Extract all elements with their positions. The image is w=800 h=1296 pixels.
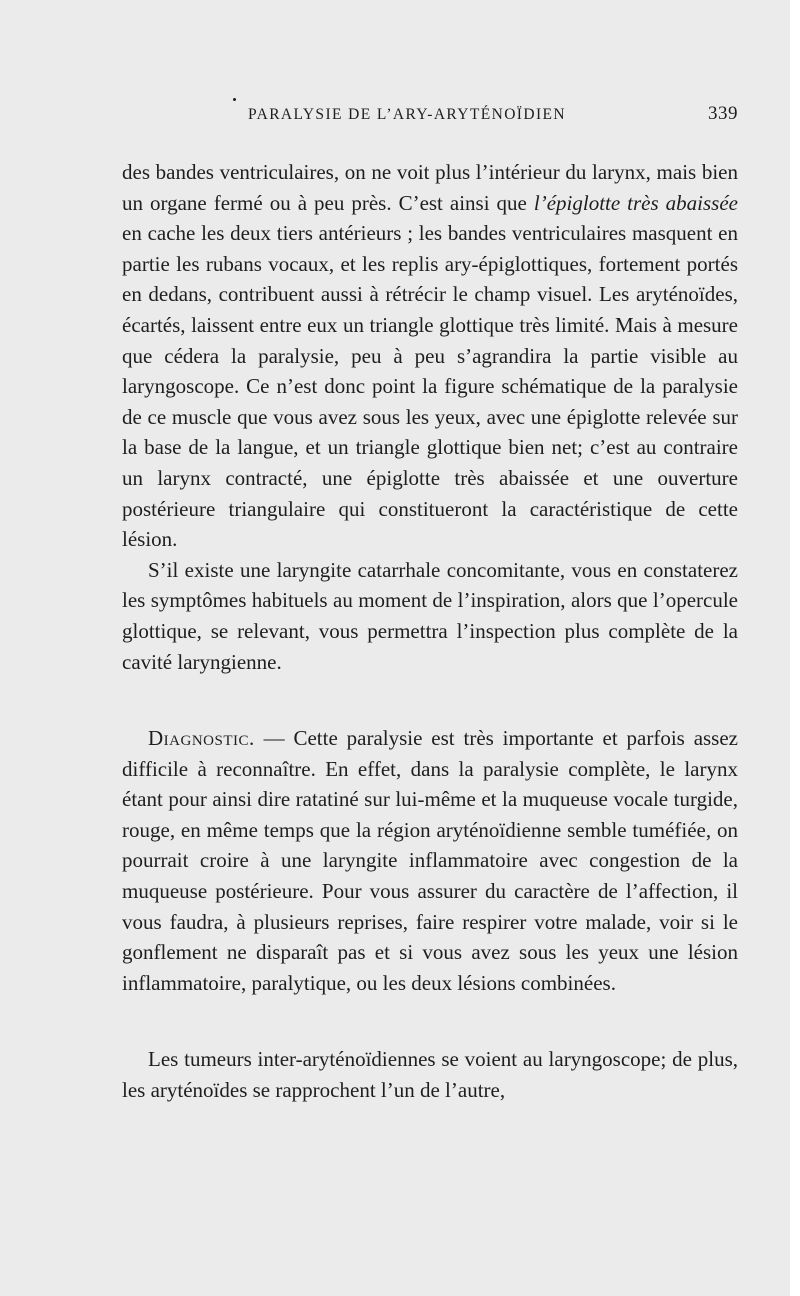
section-gap (122, 677, 738, 723)
paragraph-2: S’il existe une laryngite catarrhale concomitante, vous en constaterez les symptômes habituels au moment de l’inspiration, alors que l’opercule glottique, se relevant, vous permettra l’inspection plus complète de la cavité laryngienne. (122, 557, 738, 674)
paragraph-1-text-b: en cache les deux tiers antérieurs ; les bandes ventriculaires masquent en partie les rubans vocaux, et les replis ary-épiglottiques, fortement portés en dedans, contribuent aussi à rétrécir le champ visuel. Les aryténoïdes, écartés, laissent entre eux un triangle glottique très limité. Mais à mesure que cédera la paralysie, peu à peu s’agrandira la partie visible au laryngoscope. Ce n’est donc point la figure schématique de la paralysie de ce muscle que vous avez sous les yeux, avec une épiglotte relevée sur la base de la langue, et un triangle glottique bien net; c’est au contraire un larynx contracté, une épiglotte très abaissée et une ouverture postérieure triangulaire qui constitueront la caractéristique de cette lésion. (122, 221, 738, 552)
paragraph-diagnostic (122, 723, 738, 998)
body-text (122, 157, 738, 1106)
diagnostic-text: — Cette paralysie est très importante et parfois assez difficile à reconnaître. En effet, dans la paralysie complète, le larynx étant pour ainsi dire ratatiné sur lui-même et la muqueuse vocale turgide, rouge, en même temps que la région aryténoïdienne semble tuméfiée, on pourrait croire à une laryngite inflammatoire avec congestion de la muqueuse postérieure. Pour vous assurer du caractère de l’affection, il vous faudra, à plusieurs reprises, faire respirer votre malade, voir si le gonflement ne disparaît pas et si vous avez sous les yeux une lésion inflammatoire, paralytique, ou les deux lésions combinées. (122, 726, 738, 995)
paragraph-1-text-a: des bandes ventriculaires, on ne voit plus l’intérieur du larynx, mais bien un organe fermé ou à peu près. C’est ainsi que (122, 160, 738, 215)
paragraph-4: Les tumeurs inter-aryténoïdiennes se voient au laryngoscope; de plus, les aryténoïdes se rapprochent l’un de l’autre, (122, 1047, 738, 1103)
paragraph-1 (122, 157, 738, 555)
running-header (248, 103, 738, 136)
running-title: PARALYSIE DE L’ARY-ARYTÉNOÏDIEN (248, 106, 566, 123)
diagnostic-label: Diagnostic. (148, 726, 255, 751)
printing-speck (233, 98, 236, 101)
paragraph-1-italic: l’épiglotte très abaissée (533, 190, 738, 215)
section-gap (122, 998, 738, 1044)
page-number: 339 (708, 103, 738, 124)
